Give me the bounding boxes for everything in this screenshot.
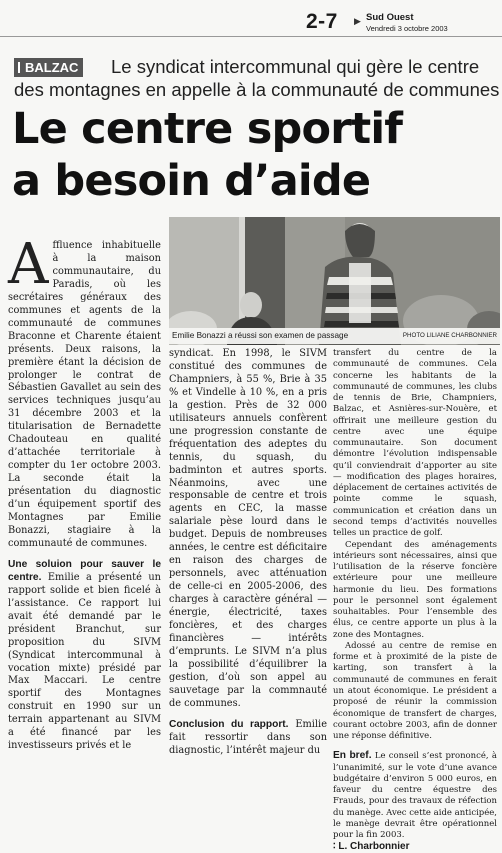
- headline-line-2: a besoin d’aide: [12, 156, 371, 206]
- brief-paragraph: [333, 750, 497, 841]
- photo-illustration: [169, 217, 500, 345]
- paragraph-gap: [169, 711, 327, 719]
- headline-line-1: Le centre sportif: [12, 104, 403, 154]
- subheading-2: Conclusion du rapport.: [169, 718, 289, 730]
- publication-date: Vendredi 3 octobre 2003: [366, 24, 448, 33]
- headline: [12, 103, 492, 207]
- drop-cap: A: [8, 232, 49, 297]
- signature: ∶ L. Charbonnier: [333, 841, 410, 853]
- section-2-continued: transfert du centre de la communauté de communes. Cela concerne les habitants de la communauté de communes, les clubs de tennis de Brie, Champniers, Balzac, et Asnières-sur-Nouère, et offrirait une meilleure gestion du centre avec une équipe communautaire. Son document démontre l’évolution indispensable qu’il conviendrait d’apporter au site — modification des plages horaires, déplacement de certaines activités de pointe comme le squash, communication et création dans un second temps d’activités nouvelles telles un practice de golf.: [333, 348, 497, 539]
- intro-text: ffluence inhabituelle à la maison communautaire, du Paradis, où les secrétaires généraux des communes et agents de la communauté de communes Braconne et Charente étaient présents. Deux raisons, la première étant la décision de prolonger le contrat de Sébastien Gavallet au sein des services techniques jusqu’au 31 décembre 2003 et la titularisation de Bernadette Chadouteau en qualité d’attachée territoriale à compter du 1er octobre 2003. La seconde était la présentation du diagnostic d’un équipement sportif des Montagnes par Emilie Bonazzi, stagiaire à la communauté de communes.: [8, 240, 161, 549]
- photo-caption: Emilie Bonazzi a réussi son examen de passage: [172, 331, 349, 340]
- section-1-continued: syndicat. En 1998, le SIVM constitué des communes de Champniers, à 55 %, Brie à 35 % et Vindelle à 10 %, en a pris la gestion. Près de 32 000 utilisateurs annuels confèrent une progression constante de fréquentation des adeptes du tennis, du squash, du badminton et autres sports. Néanmoins, avec une responsable de centre et trois agents en CEC, la masse salariale pèse lourd dans le budget. Depuis de nombreuses années, le centre est déficitaire en raison des charges de personnels, avec atténuation de celle-ci en 2005-2006, des charges à caractère général — énergie, électricité, taxes foncières, et des charges financières — intérêts d’emprunts. Le SIVM n’a plus la possibilité d’équilibrer la gestion, d’où son appel au sauvetage par la commnauté de communes.: [169, 348, 327, 709]
- photo-caption-bar: [169, 328, 500, 344]
- brief-text: Le conseil s’est prononcé, à l’unanimité, sur le vote d’une avance budgétaire d’environ 5 000 euros, en faveur du centre équestre des Frauds, pour des travaux de réfection du manège. Avec cette aide anticipée, le manège devrait être opérationnel pour la fin 2003.: [333, 751, 497, 841]
- article-column-1: [8, 232, 161, 753]
- article-column-3: [333, 348, 497, 853]
- paragraph-gap: [333, 742, 497, 750]
- location-tag: [14, 58, 83, 77]
- article-photo: [169, 217, 500, 345]
- column-2-body: [169, 348, 327, 756]
- paragraph-5: Adossé au centre de remise en forme et à proximité de la piste de karting, son transfert à la communauté de communes en ferait un atout économique. Le président a proposé de réunir la commission économique de transfert de charges, courant octobre 2003, afin de donner une réponse définitive.: [333, 640, 497, 742]
- section-2-paragraph: [169, 719, 327, 756]
- photo-credit: PHOTO LILIANE CHARBONNIER: [402, 332, 497, 339]
- section-1-paragraph: [8, 559, 161, 753]
- subheading-1: Une soluion pour sauver le centre.: [8, 558, 161, 583]
- subheading-3: En bref.: [333, 750, 372, 762]
- section-2-text: Emilie fait ressortir dans son diagnostic, l’intérêt majeur du: [169, 718, 327, 756]
- header-rule: [0, 36, 502, 37]
- page-number: 2-7: [306, 10, 338, 33]
- paragraph-4: Cependant des aménagements intérieurs sont nécessaires, ainsi que l’utilisation de la réserve foncière extérieure pour une meilleure harmonie du lieu. Des formations pour le personnel sont également souhaitables. Pour l’ensemble des élus, ce centre apporte un plus à la zone des Montagnes.: [333, 539, 497, 640]
- intro-paragraph: [8, 232, 161, 551]
- location-tag-label: BALZAC: [25, 60, 79, 75]
- kicker-text: Le syndicat intercommunal qui gère le centre des montagnes en appelle à la communauté de communes: [14, 56, 500, 100]
- publication-name: Sud Ouest: [366, 12, 414, 23]
- section-1-text: Emilie a présenté un rapport solide et bien ficelé à l’assistance. Ce rapport lui avait été demandé par le président Branchut, sur proposition du SIVM (Syndicat intercommunal à vocation mixte) présidé par Max Maccari. Le centre sportif des Montagnes construit en 1990 sur un terrain appartenant au SIVM a été financé par les investisseurs privés et le: [8, 571, 161, 752]
- arrow-icon: ▶: [354, 17, 361, 27]
- tag-bar: [18, 62, 20, 73]
